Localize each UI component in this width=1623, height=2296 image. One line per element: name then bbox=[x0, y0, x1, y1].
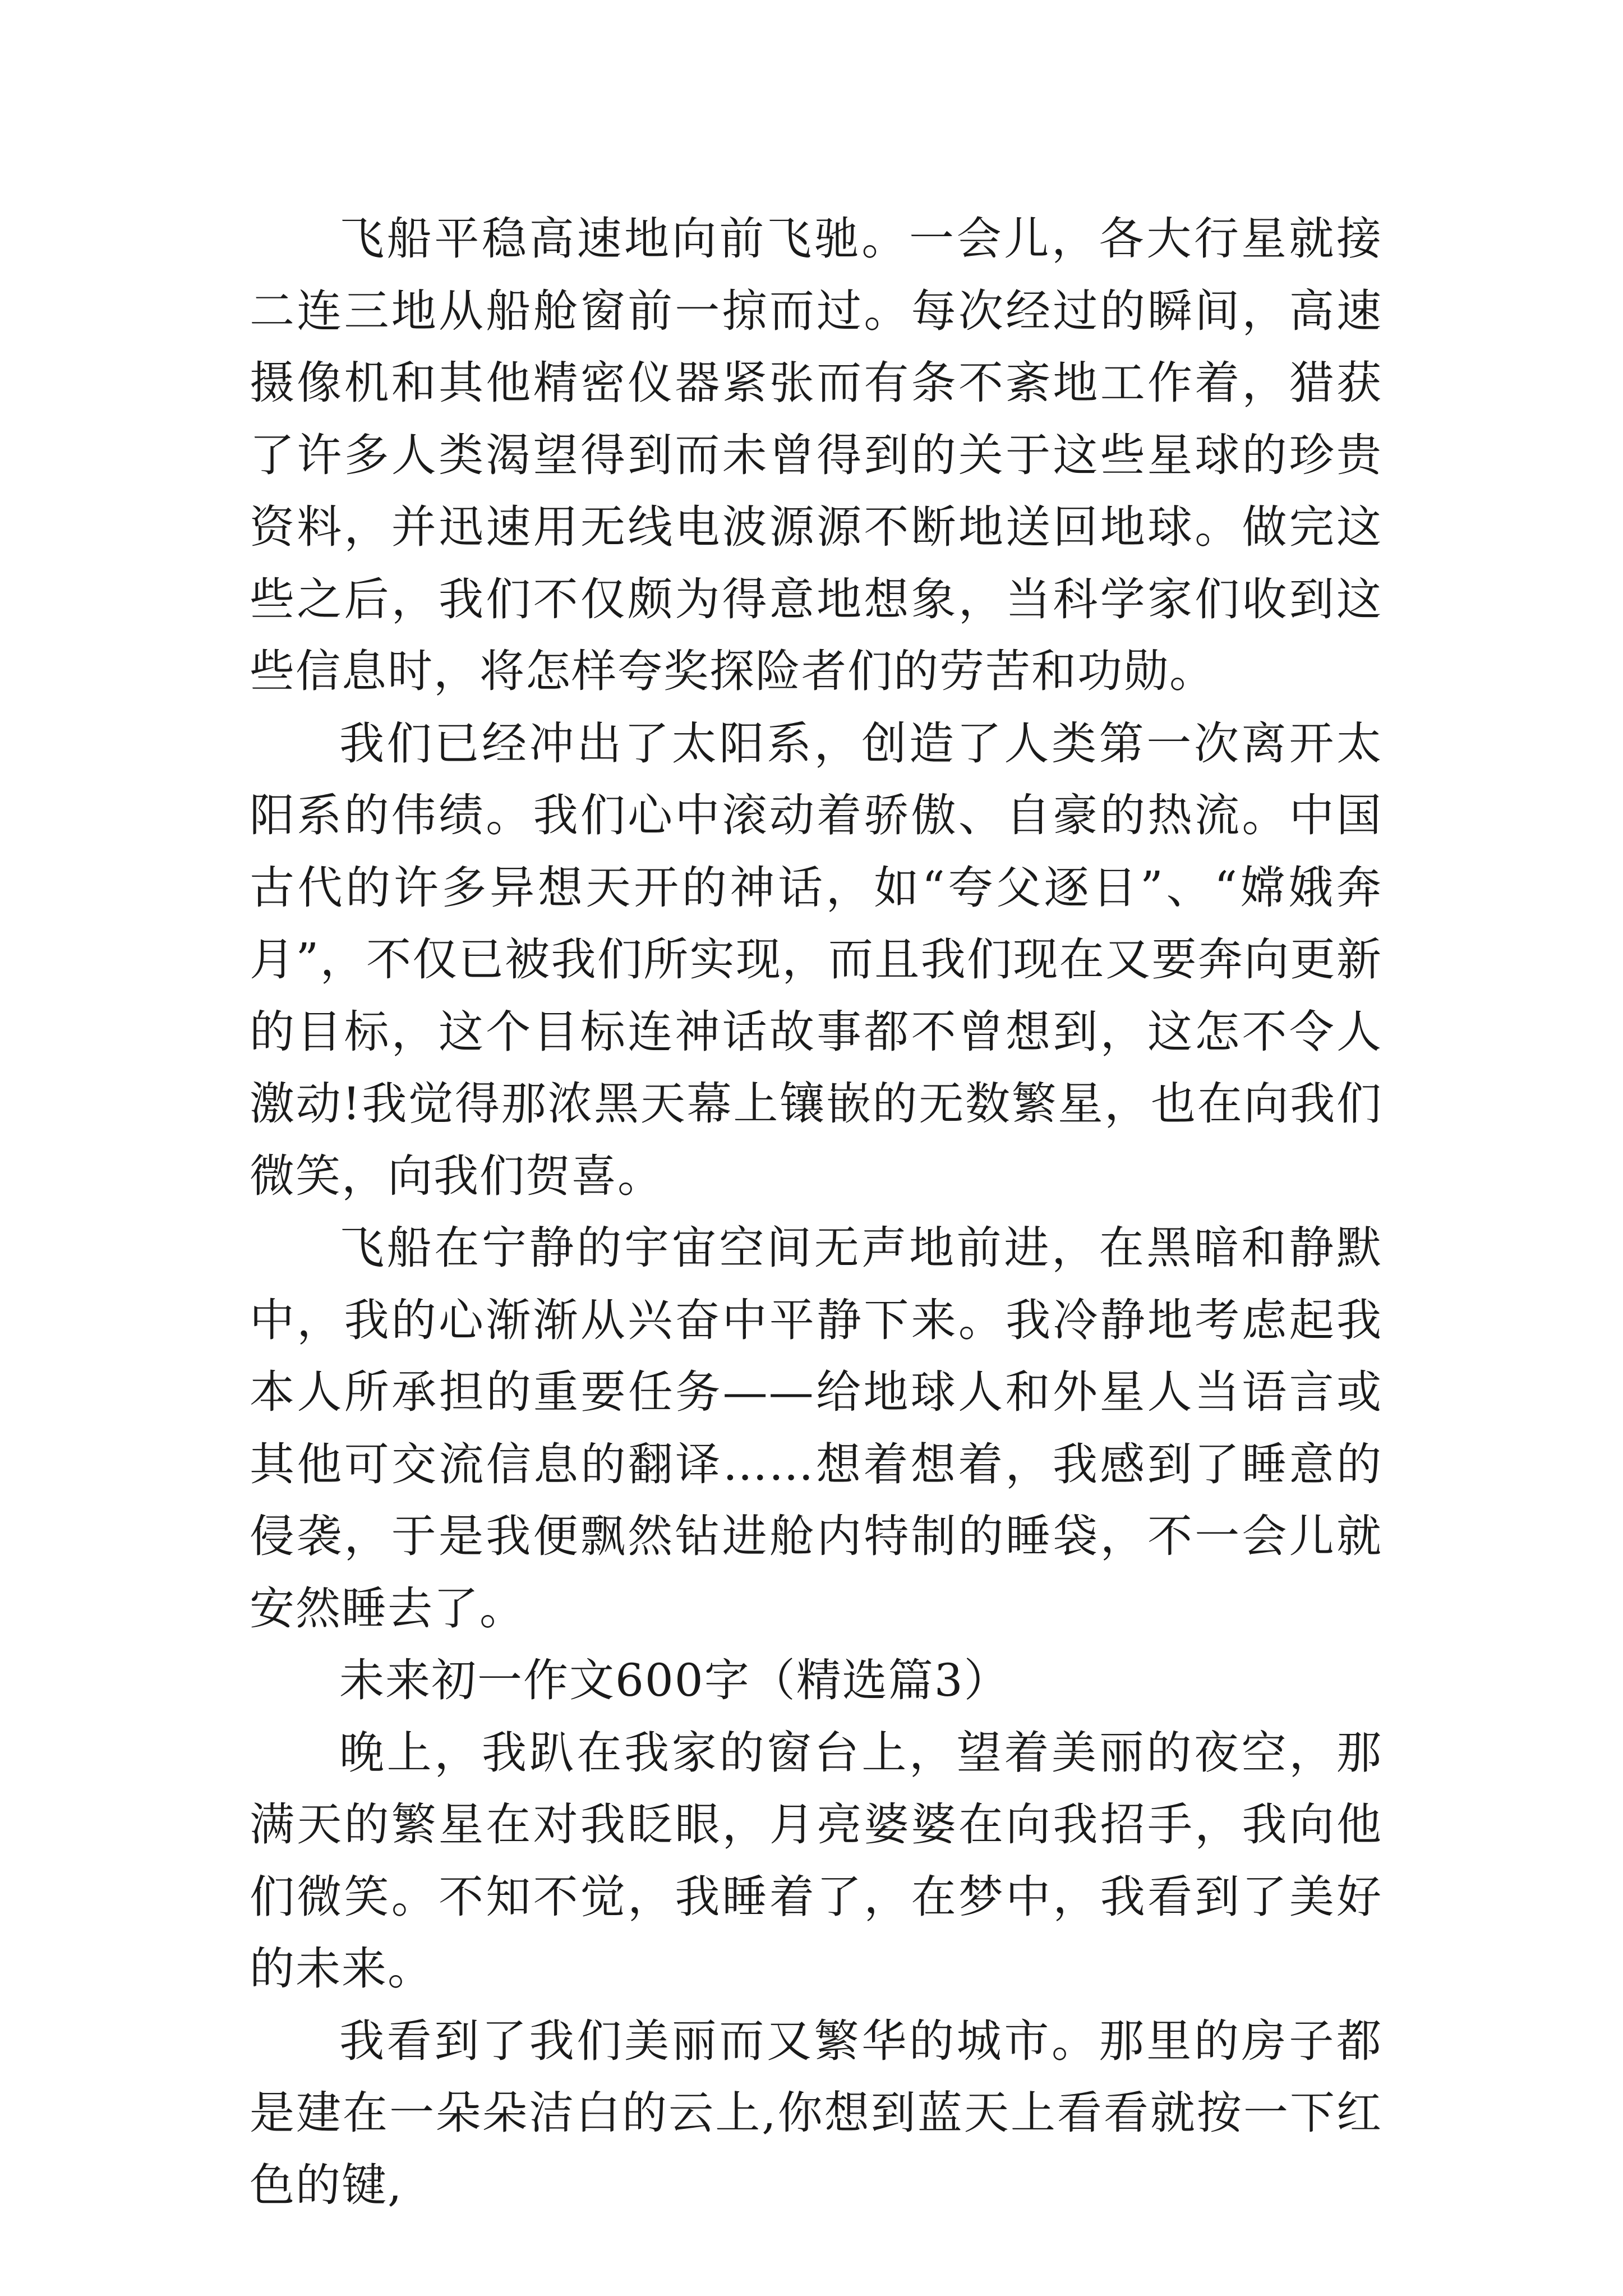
document-body bbox=[250, 203, 1382, 2221]
paragraph-falling-asleep: 飞船在宁静的宇宙空间无声地前进，在黑暗和静默中，我的心渐渐从兴奋中平静下来。我冷静地考虑起我本人所承担的重要任务——给地球人和外星人当语言或其他可交流信息的翻译……想着想着，我感到了睡意的侵袭，于是我便飘然钻进舱内特制的睡袋，不一会儿就安然睡去了。 bbox=[250, 1222, 1382, 1635]
paragraph-spaceship-flight: 飞船平稳高速地向前飞驰。一会儿，各大行星就接二连三地从船舱窗前一掠而过。每次经过的瞬间，高速摄像机和其他精密仪器紧张而有条不紊地工作着，猎获了许多人类渴望得到而未曾得到的关于这些星球的珍贵资料，并迅速用无线电波源源不断地送回地球。做完这些之后，我们不仅颇为得意地想象，当科学家们收到这些信息时，将怎样夸奖探险者们的劳苦和功勋。 bbox=[250, 213, 1382, 697]
section-heading: 未来初一作文600字（精选篇3） bbox=[339, 1654, 1010, 1706]
paragraph-leaving-solar-system: 我们已经冲出了太阳系，创造了人类第一次离开太阳系的伟绩。我们心中滚动着骄傲、自豪的热流。中国古代的许多异想天开的神话，如“夸父逐日”、“嫦娥奔月”，不仅已被我们所实现，而且我们现在又要奔向更新的目标，这个目标连神话故事都不曾想到，这怎不令人激动!我觉得那浓黑天幕上镶嵌的无数繁星，也在向我们微笑，向我们贺喜。 bbox=[250, 717, 1382, 1202]
paragraph-night-window: 晚上，我趴在我家的窗台上，望着美丽的夜空，那满天的繁星在对我眨眼，月亮婆婆在向我招手，我向他们微笑。不知不觉，我睡着了，在梦中，我看到了美好的未来。 bbox=[250, 1726, 1382, 1995]
paragraph-future-city: 我看到了我们美丽而又繁华的城市。那里的房子都是建在一朵朵洁白的云上,你想到蓝天上看看就按一下红色的键, bbox=[250, 2014, 1382, 2211]
